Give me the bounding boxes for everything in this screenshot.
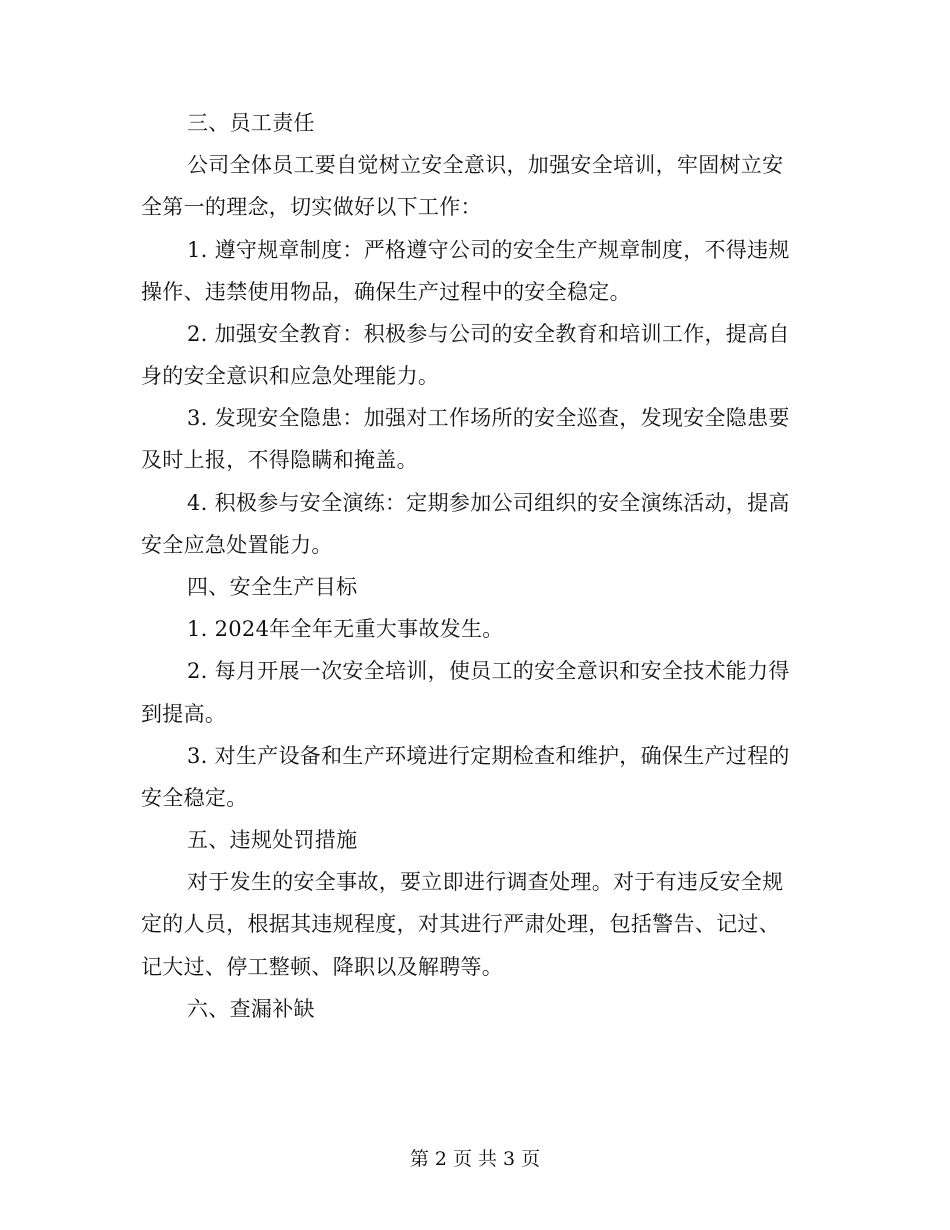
section-heading-employee-responsibility: 三、员工责任 bbox=[187, 111, 315, 135]
list-item-line: 3. 对生产设备和生产环境进行定期检查和维护，确保生产过程的 bbox=[187, 744, 790, 768]
paragraph-line: 对于发生的安全事故，要立即进行调查处理。对于有违反安全规 bbox=[187, 870, 784, 894]
section-heading-penalties: 五、违规处罚措施 bbox=[187, 828, 358, 852]
list-item-line: 及时上报，不得隐瞒和掩盖。 bbox=[141, 448, 418, 472]
section-heading-safety-goals: 四、安全生产目标 bbox=[187, 575, 358, 599]
list-item-line: 身的安全意识和应急处理能力。 bbox=[141, 364, 440, 388]
list-item-line: 3. 发现安全隐患：加强对工作场所的安全巡查，发现安全隐患要 bbox=[187, 406, 790, 430]
list-item-line: 2. 每月开展一次安全培训，使员工的安全意识和安全技术能力得 bbox=[187, 659, 790, 683]
list-item-line: 2. 加强安全教育：积极参与公司的安全教育和培训工作，提高自 bbox=[187, 322, 790, 346]
list-item-line: 1. 2024年全年无重大事故发生。 bbox=[187, 617, 504, 641]
list-item-line: 操作、违禁使用物品，确保生产过程中的安全稳定。 bbox=[141, 280, 631, 304]
list-item-line: 1. 遵守规章制度：严格遵守公司的安全生产规章制度，不得违规 bbox=[187, 238, 790, 262]
list-item-line: 安全应急处置能力。 bbox=[141, 533, 333, 557]
list-item-line: 到提高。 bbox=[141, 702, 227, 726]
paragraph-line: 公司全体员工要自觉树立安全意识，加强安全培训，牢固树立安 bbox=[187, 153, 784, 177]
section-heading-check-gaps: 六、查漏补缺 bbox=[187, 997, 315, 1021]
paragraph-line: 全第一的理念，切实做好以下工作： bbox=[141, 195, 482, 219]
list-item-line: 安全稳定。 bbox=[141, 786, 248, 810]
page-footer: 第 2 页 共 3 页 bbox=[409, 1148, 541, 1170]
paragraph-line: 定的人员，根据其违规程度，对其进行严肃处理，包括警告、记过、 bbox=[141, 912, 780, 936]
paragraph-line: 记大过、停工整顿、降职以及解聘等。 bbox=[141, 955, 504, 979]
list-item-line: 4. 积极参与安全演练：定期参加公司组织的安全演练活动，提高 bbox=[187, 491, 790, 515]
